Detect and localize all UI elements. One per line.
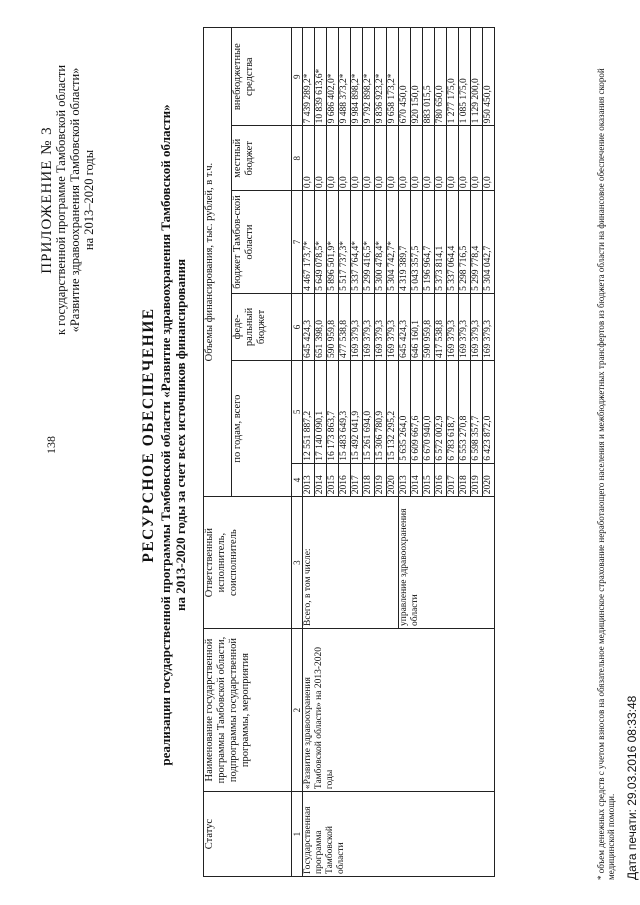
cell-local: 0,0 xyxy=(327,126,339,191)
index-cell: 9 xyxy=(292,28,303,126)
cell-year: 2017 xyxy=(447,463,459,497)
cell-local: 0,0 xyxy=(339,126,351,191)
cell-year: 2019 xyxy=(471,463,483,497)
cell-total: 6 609 667,6 xyxy=(411,360,423,463)
cell-year: 2018 xyxy=(459,463,471,497)
index-cell: 7 xyxy=(292,191,303,294)
cell-total: 15 132 295,2 xyxy=(387,360,399,463)
header-offbudget: внебюджетные средства xyxy=(232,28,292,126)
cell-federal: 590 959,8 xyxy=(327,293,339,360)
program-name-cell: «Развитие здравоохранения Тамбовской области» на 2013-2020 годы xyxy=(303,629,495,792)
cell-local: 0,0 xyxy=(483,126,495,191)
index-cell: 8 xyxy=(292,126,303,191)
cell-regional: 5 196 964,7 xyxy=(423,191,435,294)
cell-regional: 5 298 716,5 xyxy=(459,191,471,294)
resources-table xyxy=(203,27,495,877)
cell-year: 2019 xyxy=(375,463,387,497)
header-federal: феде-ральный бюджет xyxy=(232,293,292,360)
cell-total: 17 140 090,1 xyxy=(315,360,327,463)
cell-offbudget: 1 129 200,0 xyxy=(471,28,483,126)
cell-regional: 5 299 778,4 xyxy=(471,191,483,294)
cell-total: 15 492 041,9 xyxy=(351,360,363,463)
cell-year: 2016 xyxy=(339,463,351,497)
cell-local: 0,0 xyxy=(303,126,315,191)
cell-offbudget: 883 015,5 xyxy=(423,28,435,126)
cell-regional: 5 304 742,7* xyxy=(387,191,399,294)
cell-local: 0,0 xyxy=(399,126,411,191)
cell-local: 0,0 xyxy=(411,126,423,191)
status-cell: Государственная программа Тамбовской области xyxy=(303,792,495,877)
cell-regional: 5 337 064,4 xyxy=(447,191,459,294)
heading-line-2: на 2013-2020 годы за счет всех источников финансирования xyxy=(173,259,188,611)
cell-regional: 4 319 389,7 xyxy=(399,191,411,294)
index-cell: 6 xyxy=(292,293,303,360)
cell-federal: 169 379,3 xyxy=(447,293,459,360)
cell-federal: 169 379,3 xyxy=(351,293,363,360)
appendix-line-3: на 2013–2020 годы xyxy=(82,149,96,251)
appendix-line-1: к государственной программе Тамбовской области xyxy=(54,64,68,336)
cell-local: 0,0 xyxy=(363,126,375,191)
cell-regional: 5 043 357,5 xyxy=(411,191,423,294)
cell-regional: 5 304 042,7 xyxy=(483,191,495,294)
cell-regional: 5 896 501,9* xyxy=(327,191,339,294)
cell-federal: 169 379,3 xyxy=(459,293,471,360)
cell-offbudget: 9 984 898,2* xyxy=(351,28,363,126)
cell-year: 2015 xyxy=(327,463,339,497)
header-executor: Ответственный исполнитель, соисполнитель xyxy=(204,497,292,629)
index-cell: 5 xyxy=(292,360,303,463)
header-regional: бюджет Тамбов-ской области xyxy=(232,191,292,294)
cell-total: 6 598 357,7 xyxy=(471,360,483,463)
header-volumes: Объемы финансирования, тыс. рублей, в т.ч. xyxy=(204,28,232,497)
cell-federal: 169 379,3 xyxy=(375,293,387,360)
cell-total: 15 483 649,3 xyxy=(339,360,351,463)
table-row xyxy=(303,28,315,877)
cell-offbudget: 780 650,0 xyxy=(435,28,447,126)
cell-total: 15 261 694,0 xyxy=(363,360,375,463)
cell-regional: 4 467 173,7* xyxy=(303,191,315,294)
cell-local: 0,0 xyxy=(459,126,471,191)
header-name: Наименование государственной программы Тамбовской области, подпрограммы государственной программы, мероприятия xyxy=(204,629,292,792)
cell-federal: 169 379,3 xyxy=(387,293,399,360)
cell-year: 2017 xyxy=(351,463,363,497)
cell-total: 6 783 618,7 xyxy=(447,360,459,463)
index-cell: 1 xyxy=(292,792,303,877)
executor-cell: Всего, в том числе: xyxy=(303,497,399,629)
heading-title: РЕСУРСНОЕ ОБЕСПЕЧЕНИЕ xyxy=(140,307,157,563)
cell-federal: 477 538,8 xyxy=(339,293,351,360)
cell-federal: 169 379,3 xyxy=(483,293,495,360)
cell-total: 5 635 264,0 xyxy=(399,360,411,463)
cell-total: 6 572 002,9 xyxy=(435,360,447,463)
cell-local: 0,0 xyxy=(315,126,327,191)
cell-year: 2018 xyxy=(363,463,375,497)
cell-federal: 169 379,3 xyxy=(363,293,375,360)
cell-total: 6 553 270,8 xyxy=(459,360,471,463)
cell-local: 0,0 xyxy=(387,126,399,191)
cell-federal: 646 160,1 xyxy=(411,293,423,360)
print-date: Дата печати: 29.03.2016 08:33:48 xyxy=(625,695,639,880)
appendix-line-2: «Развитие здравоохранения Тамбовской области» xyxy=(68,67,82,333)
index-cell: 4 xyxy=(292,463,303,497)
cell-year: 2020 xyxy=(483,463,495,497)
cell-offbudget: 9 792 898,2* xyxy=(363,28,375,126)
cell-regional: 5 299 416,5* xyxy=(363,191,375,294)
document-heading xyxy=(140,55,188,815)
cell-year: 2015 xyxy=(423,463,435,497)
cell-total: 6 423 872,0 xyxy=(483,360,495,463)
cell-regional: 5 649 078,5* xyxy=(315,191,327,294)
cell-year: 2016 xyxy=(435,463,447,497)
cell-local: 0,0 xyxy=(435,126,447,191)
header-by-year: по годам, всего xyxy=(232,360,292,496)
cell-federal: 169 379,3 xyxy=(471,293,483,360)
cell-offbudget: 1 277 175,0 xyxy=(447,28,459,126)
cell-year: 2014 xyxy=(411,463,423,497)
cell-offbudget: 920 150,0 xyxy=(411,28,423,126)
heading-line-1: реализации государственной программы Тамбовской области «Развитие здравоохранения Тамбовской области» xyxy=(158,104,173,766)
cell-local: 0,0 xyxy=(471,126,483,191)
cell-regional: 5 337 764,4* xyxy=(351,191,363,294)
cell-year: 2013 xyxy=(303,463,315,497)
cell-offbudget: 1 085 175,0 xyxy=(459,28,471,126)
index-row xyxy=(292,28,303,877)
cell-federal: 645 424,3 xyxy=(303,293,315,360)
cell-offbudget: 10 839 613,6* xyxy=(315,28,327,126)
cell-federal: 645 424,3 xyxy=(399,293,411,360)
appendix-block xyxy=(40,20,96,380)
cell-offbudget: 9 686 402,0* xyxy=(327,28,339,126)
cell-offbudget: 9 836 923,2* xyxy=(375,28,387,126)
index-cell: 3 xyxy=(292,497,303,629)
cell-local: 0,0 xyxy=(375,126,387,191)
cell-total: 16 173 863,7 xyxy=(327,360,339,463)
cell-total: 6 670 940,0 xyxy=(423,360,435,463)
cell-offbudget: 950 450,0 xyxy=(483,28,495,126)
cell-local: 0,0 xyxy=(423,126,435,191)
cell-year: 2013 xyxy=(399,463,411,497)
page-number: 138 xyxy=(44,436,58,454)
cell-local: 0,0 xyxy=(351,126,363,191)
cell-regional: 5 300 478,4* xyxy=(375,191,387,294)
executor-cell: управление здравоохранения области xyxy=(399,497,495,629)
cell-total: 12 551 887,2 xyxy=(303,360,315,463)
cell-regional: 5 373 814,1 xyxy=(435,191,447,294)
cell-total: 15 306 780,9 xyxy=(375,360,387,463)
cell-federal: 651 398,0 xyxy=(315,293,327,360)
cell-offbudget: 9 658 173,2* xyxy=(387,28,399,126)
appendix-title: ПРИЛОЖЕНИЕ № 3 xyxy=(39,126,55,274)
cell-local: 0,0 xyxy=(447,126,459,191)
cell-offbudget: 9 488 373,2* xyxy=(339,28,351,126)
footnote: * объем денежных средств с учетом взносов на обязательное медицинское страхование неработающего населения и межбюджетных трансфертов из бюджета области на финансовое обеспечение оказания скорой медицинской помощи. xyxy=(596,68,616,880)
cell-federal: 417 538,8 xyxy=(435,293,447,360)
cell-year: 2020 xyxy=(387,463,399,497)
cell-offbudget: 670 450,0 xyxy=(399,28,411,126)
index-cell: 2 xyxy=(292,629,303,792)
cell-year: 2014 xyxy=(315,463,327,497)
header-local: местный бюджет xyxy=(232,126,292,191)
cell-offbudget: 7 439 289,2* xyxy=(303,28,315,126)
cell-regional: 5 517 737,3* xyxy=(339,191,351,294)
header-status: Статус xyxy=(204,792,292,877)
cell-federal: 590 959,8 xyxy=(423,293,435,360)
